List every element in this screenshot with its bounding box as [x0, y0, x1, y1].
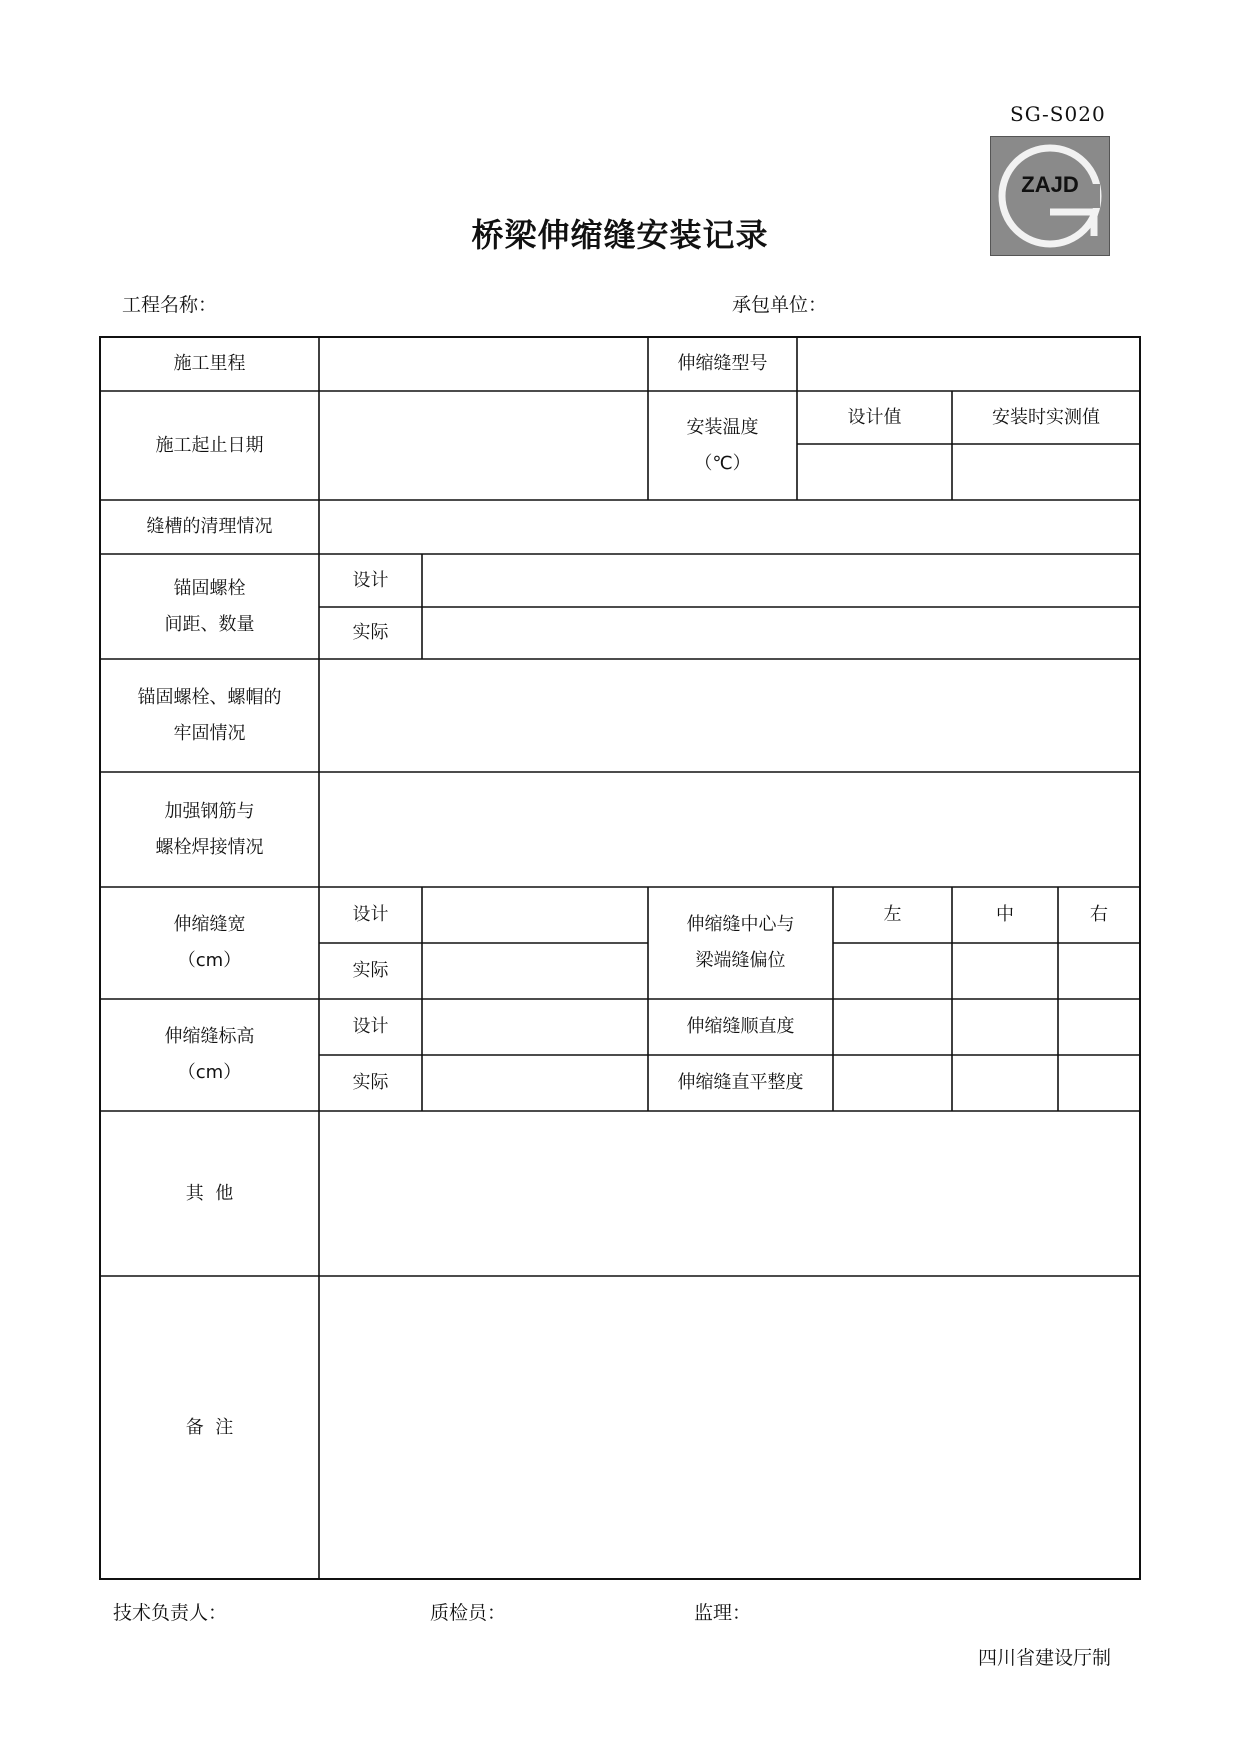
project-name-label: 工程名称： — [122, 294, 218, 316]
contractor-label: 承包单位： — [732, 294, 828, 316]
offset-line2: 梁端缝偏位 — [695, 950, 786, 971]
width-design-field[interactable] — [422, 887, 648, 943]
anchor-actual-field[interactable] — [422, 607, 1140, 659]
joint-elevation-line2: （cm） — [177, 1062, 242, 1083]
anchor-actual-label: 实际 — [352, 622, 389, 643]
joint-model-label: 伸缩缝型号 — [677, 353, 768, 374]
qc-inspector-label: 质检员： — [430, 1602, 507, 1624]
joint-model-field[interactable] — [797, 337, 1140, 391]
flatness-label: 伸缩缝直平整度 — [677, 1072, 804, 1093]
offset-right-label: 右 — [1090, 904, 1108, 925]
construction-mileage-label: 施工里程 — [173, 353, 246, 374]
anchor-firmness-label — [100, 659, 319, 772]
temp-design-value-label: 设计值 — [847, 406, 902, 428]
anchor-firmness-line2: 牢固情况 — [173, 722, 246, 744]
rebar-weld-label — [100, 772, 319, 887]
offset-right-field[interactable] — [1058, 943, 1140, 999]
remarks-label: 备 注 — [185, 1416, 234, 1438]
elevation-design-field[interactable] — [422, 999, 648, 1055]
offset-middle-label: 中 — [996, 904, 1014, 925]
other-label: 其 他 — [185, 1182, 234, 1204]
straightness-left-field[interactable] — [833, 999, 952, 1055]
flatness-right-field[interactable] — [1058, 1055, 1140, 1111]
straightness-right-field[interactable] — [1058, 999, 1140, 1055]
groove-cleaning-field[interactable] — [319, 500, 1140, 554]
rebar-weld-line1: 加强钢筋与 — [164, 800, 255, 822]
offset-left-field[interactable] — [833, 943, 952, 999]
width-actual-field[interactable] — [422, 943, 648, 999]
supervisor-label: 监理： — [694, 1602, 752, 1624]
straightness-label: 伸缩缝顺直度 — [686, 1016, 795, 1037]
joint-elevation-label — [100, 999, 319, 1111]
offset-label — [648, 887, 833, 999]
rebar-weld-field[interactable] — [319, 772, 1140, 887]
construction-mileage-field[interactable] — [319, 337, 648, 391]
anchor-firmness-line1: 锚固螺栓、螺帽的 — [137, 686, 282, 708]
other-field[interactable] — [319, 1111, 1140, 1276]
anchor-design-label: 设计 — [352, 569, 389, 591]
remarks-field[interactable] — [319, 1276, 1140, 1579]
anchor-firmness-field[interactable] — [319, 659, 1140, 772]
temp-design-value-field[interactable] — [797, 444, 952, 500]
joint-width-line1: 伸缩缝宽 — [173, 914, 246, 935]
temp-measured-value-label: 安装时实测值 — [992, 406, 1100, 428]
anchor-spacing-label — [100, 554, 319, 659]
construction-dates-field[interactable] — [319, 391, 648, 500]
width-design-label: 设计 — [352, 904, 389, 925]
anchor-design-field[interactable] — [422, 554, 1140, 607]
logo-text: ZAJD — [1021, 172, 1079, 197]
issuer-text: 四川省建设厅制 — [978, 1647, 1112, 1669]
elevation-actual-field[interactable] — [422, 1055, 648, 1111]
temp-measured-value-field[interactable] — [952, 444, 1140, 500]
form-code: SG-S020 — [1010, 102, 1106, 126]
install-temp-line2: （℃） — [694, 452, 751, 474]
offset-middle-field[interactable] — [952, 943, 1058, 999]
construction-dates-label: 施工起止日期 — [155, 434, 264, 456]
joint-width-label — [100, 887, 319, 999]
flatness-middle-field[interactable] — [952, 1055, 1058, 1111]
flatness-left-field[interactable] — [833, 1055, 952, 1111]
width-actual-label: 实际 — [352, 960, 389, 981]
joint-elevation-line1: 伸缩缝标高 — [164, 1026, 255, 1047]
install-temp-label — [648, 391, 797, 500]
straightness-middle-field[interactable] — [952, 999, 1058, 1055]
rebar-weld-line2: 螺栓焊接情况 — [155, 836, 264, 858]
joint-width-line2: （cm） — [177, 950, 242, 971]
groove-cleaning-label: 缝槽的清理情况 — [146, 516, 273, 537]
tech-lead-label: 技术负责人： — [113, 1602, 228, 1624]
offset-line1: 伸缩缝中心与 — [686, 914, 795, 935]
install-temp-line1: 安装温度 — [686, 416, 759, 438]
elevation-design-label: 设计 — [352, 1016, 389, 1037]
anchor-spacing-line1: 锚固螺栓 — [173, 577, 246, 599]
page-title: 桥梁伸缩缝安装记录 — [471, 216, 769, 254]
elevation-actual-label: 实际 — [352, 1072, 389, 1093]
offset-left-label: 左 — [883, 904, 902, 925]
anchor-spacing-line2: 间距、数量 — [164, 613, 255, 635]
